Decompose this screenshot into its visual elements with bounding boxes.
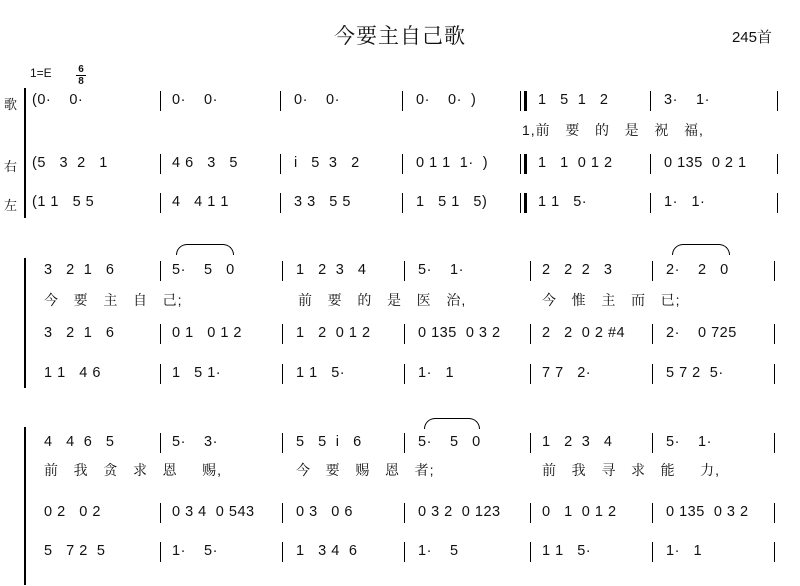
lyrics-line: 前 我 贪 求 恩 赐, (44, 462, 223, 478)
right-hand-row (44, 501, 784, 525)
measure: 5· 5 0 (172, 262, 235, 278)
voice-row (44, 431, 784, 455)
measure: 1 5 1 2 (538, 92, 609, 108)
measure: 5· 3· (172, 434, 218, 450)
time-top: 6 (78, 64, 84, 75)
lyrics-line: 1,前 要 的 是 祝 福, (522, 122, 704, 138)
measure: (5 3 2 1 (32, 155, 108, 171)
time-bottom: 8 (78, 76, 84, 87)
measure: 1 1 5· (296, 365, 346, 381)
right-hand-row (44, 322, 784, 346)
measure: 1 5 1· (172, 365, 222, 381)
measure: 1 1 5· (538, 194, 588, 210)
measure: 1 1 4 6 (44, 365, 101, 381)
measure: 3 3 5 5 (294, 194, 351, 210)
measure: 3 2 1 6 (44, 262, 115, 278)
measure: 1 1 0 1 2 (538, 155, 613, 171)
measure: 0· 0· ) (416, 92, 477, 108)
measure: 1· 1 (666, 543, 703, 559)
lyrics-line: 今 惟 主 而 已; (542, 292, 681, 308)
measure: 0 135 0 2 1 (664, 155, 747, 171)
measure: 1 2 0 1 2 (296, 325, 371, 341)
measure: 5· 5 0 (418, 434, 481, 450)
measure: 5· 1· (418, 262, 464, 278)
measure: i 5 3 2 (294, 155, 360, 171)
lyrics-line: 今 要 主 自 己; (44, 292, 183, 308)
measure: 2 2 2 3 (542, 262, 613, 278)
tie (672, 244, 730, 255)
left-hand-row (32, 191, 782, 215)
measure: 0 135 0 3 2 (666, 504, 749, 520)
measure: 5 7 2 5 (44, 543, 106, 559)
measure: 2· 0 725 (666, 325, 737, 341)
tie (176, 244, 234, 255)
measure: 3 2 1 6 (44, 325, 115, 341)
measure: 0· 0· (172, 92, 218, 108)
measure: 5· 1· (666, 434, 712, 450)
measure: 0 3 4 0 543 (172, 504, 255, 520)
lyrics-line: 今 要 赐 恩 者; (296, 462, 435, 478)
lyrics-line: 前 要 的 是 医 治, (298, 292, 467, 308)
measure: 1· 1 (418, 365, 455, 381)
measure: 2 2 0 2 #4 (542, 325, 626, 341)
measure: 2· 2 0 (666, 262, 729, 278)
measure: 4 4 6 5 (44, 434, 115, 450)
voice-row (32, 89, 782, 113)
measure: (1 1 5 5 (32, 194, 95, 210)
measure: 0 1 0 1 2 (172, 325, 242, 341)
measure: 0 2 0 2 (44, 504, 101, 520)
right-hand-row (32, 152, 782, 176)
measure: (0· 0· (32, 92, 84, 108)
left-hand-row (44, 540, 784, 564)
measure: 5 5 i 6 (296, 434, 362, 450)
key-signature: 1=E (30, 66, 52, 80)
voice-row (44, 259, 784, 283)
measure: 1 1 5· (542, 543, 592, 559)
hymn-number: 245首 (731, 29, 772, 46)
time-signature (76, 64, 86, 87)
measure: 0 3 0 6 (296, 504, 353, 520)
measure: 1· 5 (418, 543, 459, 559)
measure: 0 3 2 0 123 (418, 504, 501, 520)
measure: 0 1 1 1· ) (416, 155, 489, 171)
measure: 1 2 3 4 (296, 262, 367, 278)
part-label-left: 左 (4, 198, 18, 213)
measure: 3· 1· (664, 92, 710, 108)
measure: 1 3 4 6 (296, 543, 358, 559)
measure: 1· 5· (172, 543, 218, 559)
measure: 4 6 3 5 (172, 155, 238, 171)
lyrics-line: 前 我 寻 求 能 力, (542, 462, 721, 478)
part-label-voice: 歌 (4, 97, 18, 112)
part-label-right: 右 (4, 159, 18, 174)
measure: 0 1 0 1 2 (542, 504, 617, 520)
measure: 1· 1· (664, 194, 706, 210)
hymn-title: 今要主自己歌 (334, 25, 466, 48)
measure: 1 5 1 5) (416, 194, 488, 210)
measure: 4 4 1 1 (172, 194, 229, 210)
left-hand-row (44, 362, 784, 386)
measure: 0· 0· (294, 92, 340, 108)
measure: 0 135 0 3 2 (418, 325, 501, 341)
measure: 1 2 3 4 (542, 434, 613, 450)
measure: 5 7 2 5· (666, 365, 724, 381)
tie (424, 418, 480, 429)
measure: 7 7 2· (542, 365, 592, 381)
